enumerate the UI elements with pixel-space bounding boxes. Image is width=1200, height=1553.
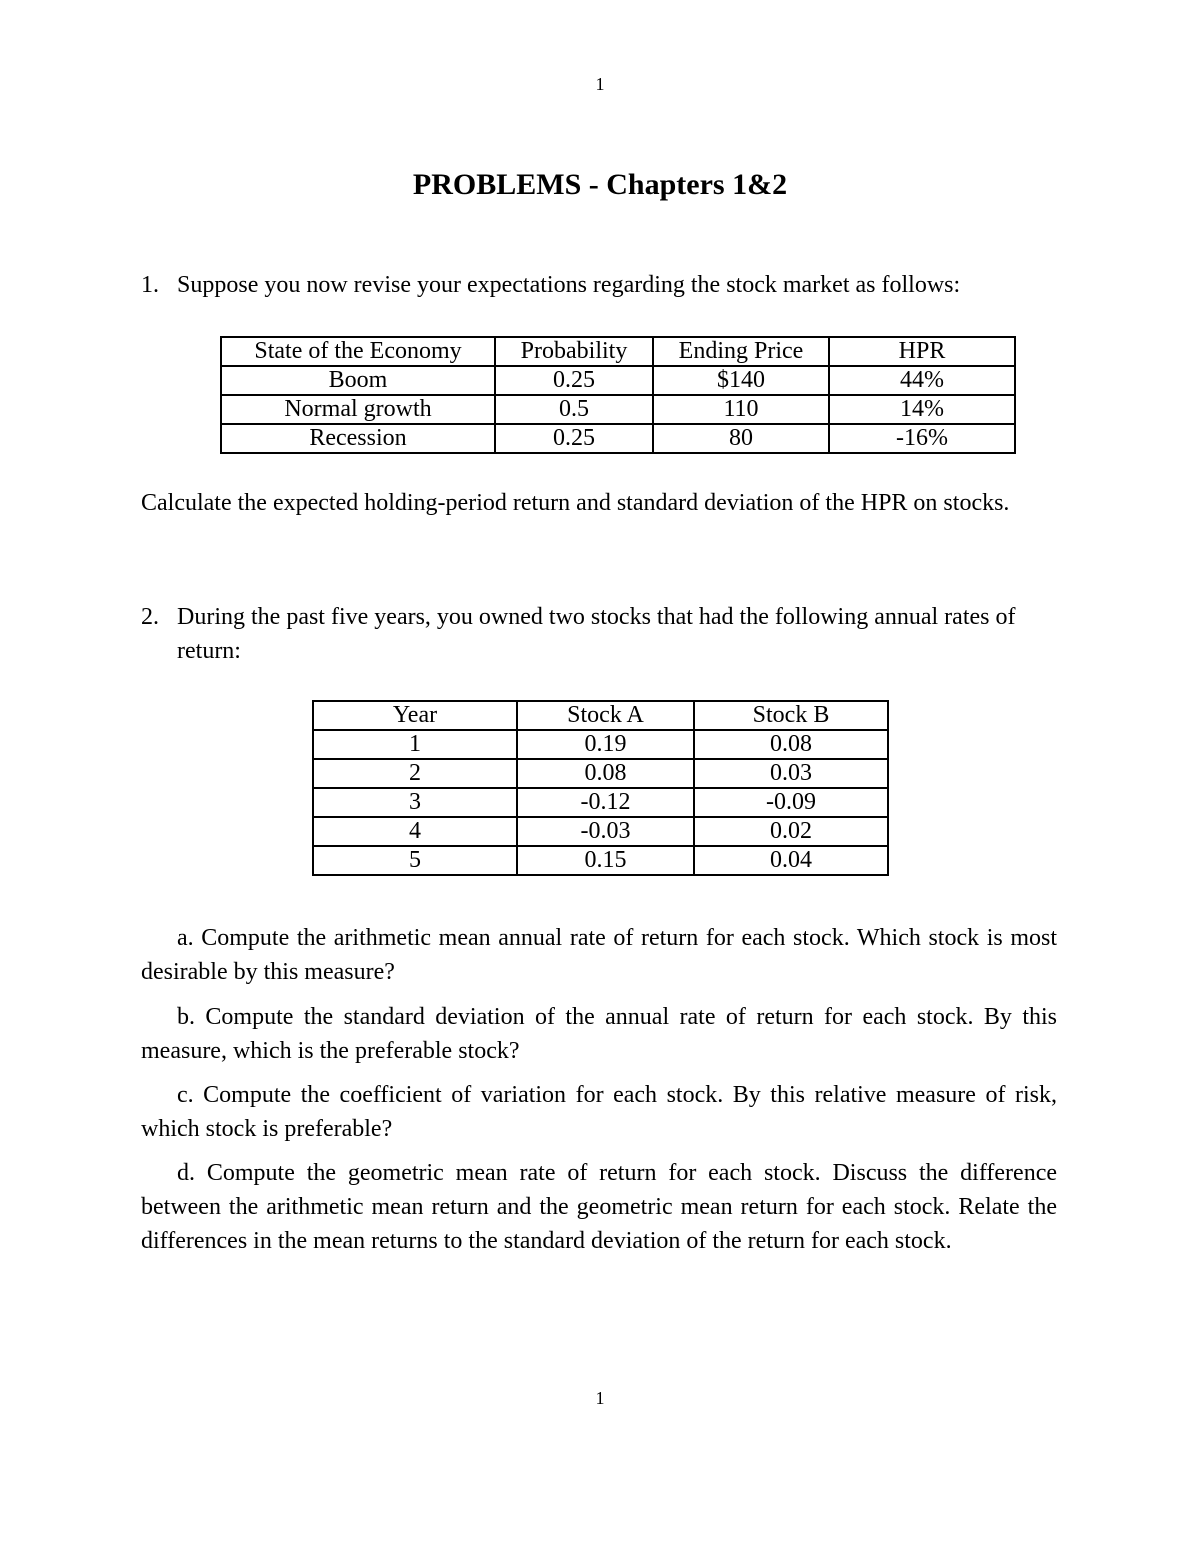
problem-2-part-c: c. Compute the coefficient of variation for each stock. By this relative measure of risk, which stock is preferable? — [141, 1082, 1057, 1142]
page-number-bottom: 1 — [595, 1388, 605, 1408]
table-header-cell: Stock B — [694, 701, 888, 730]
economy-state-table — [220, 336, 1016, 454]
table-cell: 44% — [829, 366, 1015, 395]
table-header-cell: Stock A — [517, 701, 694, 730]
table-row — [221, 424, 1015, 453]
problem-1-followup: Calculate the expected holding-period return and standard deviation of the HPR on stocks. — [141, 490, 1010, 516]
table-row — [313, 817, 888, 846]
table-header-cell: Ending Price — [653, 337, 829, 366]
problem-2-part-a: a. Compute the arithmetic mean annual rate of return for each stock. Which stock is most desirable by this measure? — [141, 925, 1057, 985]
problem-1-prompt — [141, 268, 1057, 302]
problem-2-prompt — [141, 600, 1041, 668]
table-cell: Normal growth — [221, 395, 495, 424]
table-cell: 3 — [313, 788, 517, 817]
problem-2-number: 2. — [141, 604, 159, 630]
table-row — [313, 788, 888, 817]
table-header-row — [221, 337, 1015, 366]
table-cell: 0.25 — [495, 424, 653, 453]
table-cell: 0.02 — [694, 817, 888, 846]
problem-2-part-d: d. Compute the geometric mean rate of return for each stock. Discuss the difference between the arithmetic mean return and the geometric mean return for each stock. Relate the differences in the mean returns to the standard deviation of the return for each stock. — [141, 1160, 1057, 1254]
table-cell: -0.09 — [694, 788, 888, 817]
table-row — [313, 730, 888, 759]
table-cell: 0.08 — [694, 730, 888, 759]
table-cell: 2 — [313, 759, 517, 788]
table-cell: 0.08 — [517, 759, 694, 788]
table-cell: -0.12 — [517, 788, 694, 817]
table-cell: Recession — [221, 424, 495, 453]
table-cell: 110 — [653, 395, 829, 424]
table-cell: -16% — [829, 424, 1015, 453]
page-number-top: 1 — [595, 74, 605, 94]
table-cell: 80 — [653, 424, 829, 453]
table-cell: 5 — [313, 846, 517, 875]
table-cell: 0.25 — [495, 366, 653, 395]
table-cell: 0.03 — [694, 759, 888, 788]
table-row — [221, 395, 1015, 424]
table-cell: 0.15 — [517, 846, 694, 875]
table-row — [221, 366, 1015, 395]
problem-1-text: Suppose you now revise your expectations regarding the stock market as follows: — [177, 272, 961, 298]
table-header-cell: Year — [313, 701, 517, 730]
table-cell: $140 — [653, 366, 829, 395]
table-cell: 14% — [829, 395, 1015, 424]
table-cell: 0.5 — [495, 395, 653, 424]
table-cell: 0.19 — [517, 730, 694, 759]
table-row — [313, 846, 888, 875]
table-header-cell: State of the Economy — [221, 337, 495, 366]
table-cell: Boom — [221, 366, 495, 395]
table-cell: 1 — [313, 730, 517, 759]
table-cell: 4 — [313, 817, 517, 846]
page-title: PROBLEMS - Chapters 1&2 — [412, 168, 788, 201]
table-row — [313, 759, 888, 788]
table-header-row — [313, 701, 888, 730]
table-cell: 0.04 — [694, 846, 888, 875]
table-header-cell: HPR — [829, 337, 1015, 366]
table-header-cell: Probability — [495, 337, 653, 366]
table-cell: -0.03 — [517, 817, 694, 846]
problem-1-number: 1. — [141, 272, 159, 298]
stock-returns-table — [312, 700, 889, 876]
problem-2-part-b: b. Compute the standard deviation of the annual rate of return for each stock. By this measure, which is the preferable stock? — [141, 1004, 1057, 1064]
problem-2-text: During the past five years, you owned two stocks that had the following annual rates of return: — [177, 604, 1016, 664]
